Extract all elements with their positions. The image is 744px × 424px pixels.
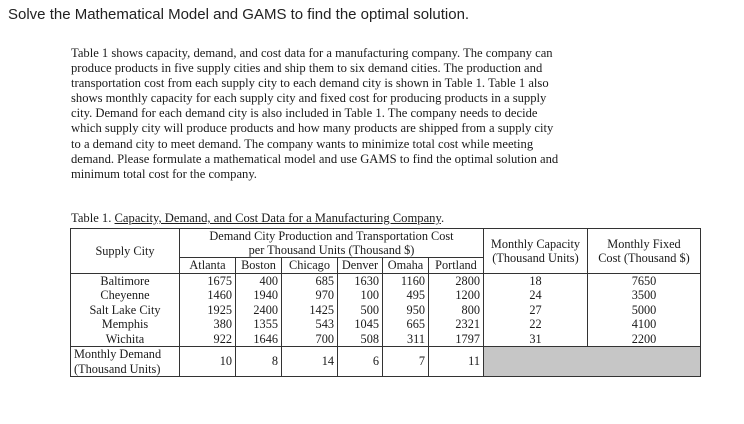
demand-city-header: Denver	[338, 258, 383, 274]
capacity-cell: 27	[484, 303, 588, 318]
cost-cell: 508	[338, 332, 383, 347]
demand-cell: 10	[180, 347, 236, 377]
paragraph-line: demand. Please formulate a mathematical model and use GAMS to find the optimal solution and	[71, 151, 559, 166]
cost-cell: 543	[282, 317, 338, 332]
cost-cell: 1630	[338, 273, 383, 288]
table-row	[71, 332, 701, 347]
demand-label-line1: Monthly Demand	[74, 347, 162, 361]
paragraph-line: produce products in five supply cities and ship them to six demand cities. The production and	[71, 61, 543, 76]
fixed-cost-cell: 7650	[588, 273, 701, 288]
cost-cell: 800	[429, 303, 484, 318]
cost-cell: 2400	[236, 303, 282, 318]
supply-city-cell: Baltimore	[71, 273, 180, 288]
capacity-cell: 24	[484, 288, 588, 303]
cost-cell: 1460	[180, 288, 236, 303]
cost-cell: 665	[383, 317, 429, 332]
cost-cell: 685	[282, 273, 338, 288]
cost-cell: 1045	[338, 317, 383, 332]
cost-cell: 1797	[429, 332, 484, 347]
demand-cell: 11	[429, 347, 484, 377]
supply-city-cell: Salt Lake City	[71, 303, 180, 318]
demand-city-header: Omaha	[383, 258, 429, 274]
paragraph-line: transportation cost from each supply city to each demand city is shown in Table 1. Table 1 also	[71, 76, 549, 91]
cost-cell: 1940	[236, 288, 282, 303]
paragraph-line: which supply city will produce products and how many products are shipped from a supply city	[71, 121, 554, 136]
cost-group-header-line2: per Thousand Units (Thousand $)	[248, 243, 415, 257]
capacity-header	[484, 229, 588, 274]
paragraph-line: shows monthly capacity for each supply city and fixed cost for producing products in a supply	[71, 91, 547, 106]
demand-label	[71, 347, 180, 377]
demand-cell: 14	[282, 347, 338, 377]
caption-suffix: .	[440, 211, 445, 225]
cost-cell: 1200	[429, 288, 484, 303]
fixed-cost-header	[588, 229, 701, 274]
supply-city-cell: Cheyenne	[71, 288, 180, 303]
cost-group-header	[180, 229, 484, 258]
cost-cell: 1160	[383, 273, 429, 288]
demand-cell: 7	[383, 347, 429, 377]
capacity-cell: 18	[484, 273, 588, 288]
table-row	[71, 273, 701, 288]
demand-row	[71, 347, 701, 377]
data-table	[70, 228, 701, 377]
cost-cell: 700	[282, 332, 338, 347]
cost-cell: 1355	[236, 317, 282, 332]
fixed-cost-cell: 4100	[588, 317, 701, 332]
cost-cell: 311	[383, 332, 429, 347]
cost-cell: 1925	[180, 303, 236, 318]
table-row	[71, 288, 701, 303]
question-prompt: Solve the Mathematical Model and GAMS to find the optimal solution.	[8, 6, 470, 23]
cost-cell: 495	[383, 288, 429, 303]
cost-cell: 1646	[236, 332, 282, 347]
cost-cell: 2800	[429, 273, 484, 288]
cost-cell: 380	[180, 317, 236, 332]
fixed-cost-header-line1: Monthly Fixed	[607, 236, 681, 251]
paragraph-line: Table 1 shows capacity, demand, and cost data for a manufacturing company. The company can	[71, 46, 553, 60]
paragraph-line: to a demand city to meet demand. The company wants to minimize total cost while meeting	[71, 136, 534, 151]
cost-cell: 970	[282, 288, 338, 303]
demand-city-header: Portland	[429, 258, 484, 274]
demand-label-line2: (Thousand Units)	[74, 361, 161, 376]
table-row	[71, 317, 701, 332]
cost-cell: 500	[338, 303, 383, 318]
caption-title: Capacity, Demand, and Cost Data for a Manufacturing Company	[114, 211, 441, 225]
supply-city-cell: Memphis	[71, 317, 180, 332]
demand-cell: 8	[236, 347, 282, 377]
table-caption	[71, 211, 444, 226]
cost-cell: 1675	[180, 273, 236, 288]
caption-prefix: Table 1.	[71, 211, 115, 225]
table-row	[71, 303, 701, 318]
demand-city-header: Atlanta	[180, 258, 236, 274]
problem-paragraph	[71, 46, 671, 182]
capacity-header-line1: Monthly Capacity	[490, 236, 581, 251]
fixed-cost-cell: 3500	[588, 288, 701, 303]
capacity-cell: 22	[484, 317, 588, 332]
fixed-cost-cell: 5000	[588, 303, 701, 318]
empty-shaded-cell	[588, 347, 701, 377]
cost-cell: 922	[180, 332, 236, 347]
paragraph-line: minimum total cost for the company.	[71, 166, 257, 181]
demand-city-header: Boston	[236, 258, 282, 274]
cost-cell: 1425	[282, 303, 338, 318]
capacity-cell: 31	[484, 332, 588, 347]
cost-group-header-line1: Demand City Production and Transportation Cost	[209, 229, 454, 243]
supply-city-cell: Wichita	[71, 332, 180, 347]
demand-cell: 6	[338, 347, 383, 377]
paragraph-line: city. Demand for each demand city is also included in Table 1. The company needs to decide	[71, 106, 538, 121]
cost-cell: 400	[236, 273, 282, 288]
capacity-header-line2: (Thousand Units)	[492, 250, 579, 265]
cost-cell: 100	[338, 288, 383, 303]
demand-city-header: Chicago	[282, 258, 338, 274]
supply-city-header: Supply City	[71, 229, 180, 274]
cost-cell: 950	[383, 303, 429, 318]
empty-shaded-cell	[484, 347, 588, 377]
fixed-cost-cell: 2200	[588, 332, 701, 347]
fixed-cost-header-line2: Cost (Thousand $)	[598, 250, 690, 265]
cost-cell: 2321	[429, 317, 484, 332]
